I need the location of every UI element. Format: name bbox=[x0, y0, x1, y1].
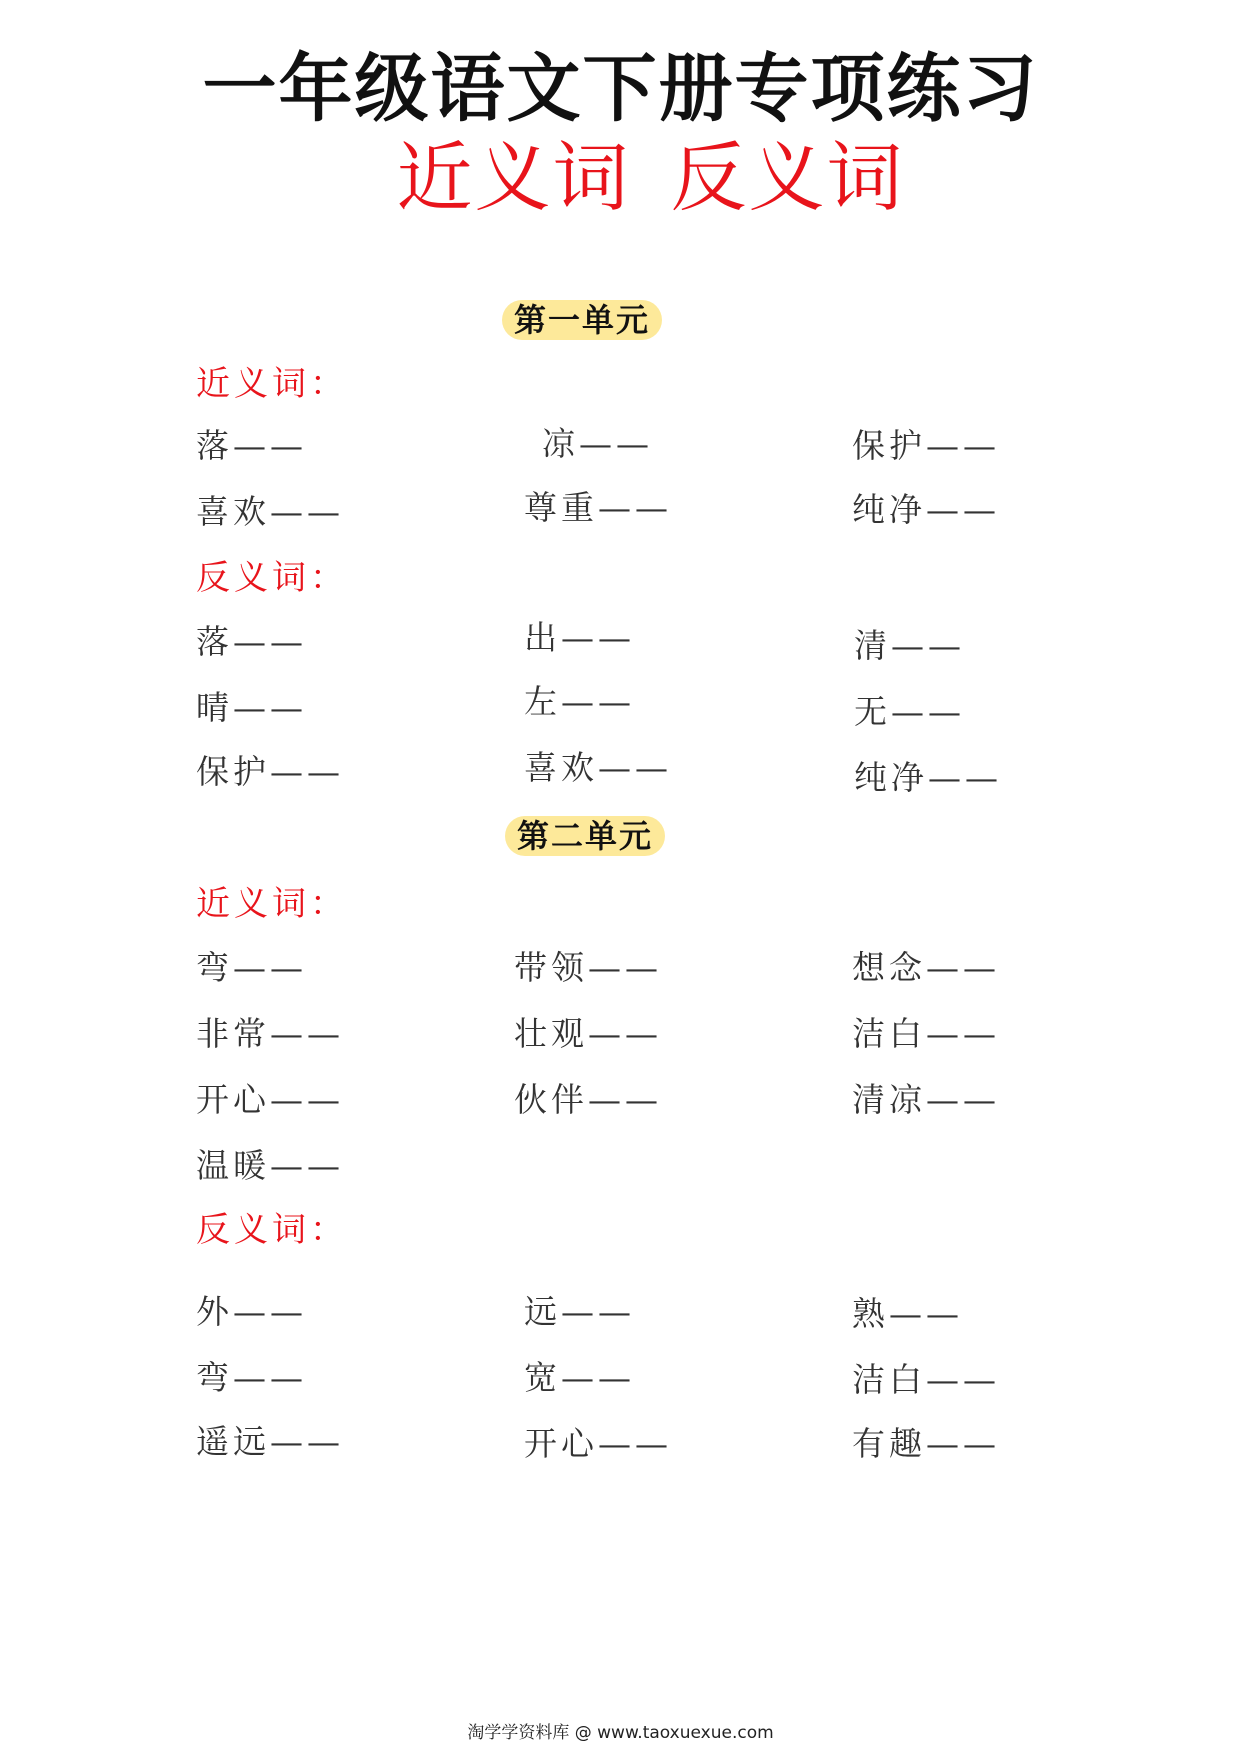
synonym-item: 保护—— bbox=[852, 426, 1000, 465]
antonym-item: 有趣—— bbox=[852, 1424, 1000, 1463]
antonym-label: 反义词： bbox=[196, 558, 348, 598]
synonym-item: 温暖—— bbox=[196, 1146, 344, 1185]
antonym-item: 出—— bbox=[524, 618, 635, 657]
antonym-item: 左—— bbox=[524, 682, 635, 721]
antonym-item: 外—— bbox=[196, 1292, 307, 1331]
antonym-item: 远—— bbox=[524, 1292, 635, 1331]
antonym-item: 洁白—— bbox=[852, 1360, 1000, 1399]
antonym-item: 晴—— bbox=[196, 688, 307, 727]
synonym-item: 纯净—— bbox=[852, 490, 1000, 529]
antonym-item: 保护—— bbox=[196, 752, 344, 791]
synonym-item: 壮观—— bbox=[514, 1014, 662, 1053]
antonym-item: 纯净—— bbox=[854, 758, 1002, 797]
antonym-item: 熟—— bbox=[852, 1294, 963, 1333]
synonym-label: 近义词： bbox=[196, 884, 348, 924]
unit-heading: 第二单元 bbox=[505, 816, 665, 856]
antonym-item: 遥远—— bbox=[196, 1422, 344, 1461]
synonym-item: 弯—— bbox=[196, 948, 307, 987]
synonym-label: 近义词： bbox=[196, 364, 348, 404]
footer-source: 淘学学资料库 @ www.taoxuexue.com bbox=[467, 1723, 774, 1743]
antonym-item: 清—— bbox=[854, 626, 965, 665]
page-title: 一年级语文下册专项练习 bbox=[202, 46, 1039, 132]
synonym-item: 清凉—— bbox=[852, 1080, 1000, 1119]
antonym-item: 无—— bbox=[854, 692, 965, 731]
synonym-item: 开心—— bbox=[196, 1080, 344, 1119]
synonym-item: 非常—— bbox=[196, 1014, 344, 1053]
subtitle-antonyms: 反义词 bbox=[670, 133, 905, 222]
antonym-label: 反义词： bbox=[196, 1210, 348, 1250]
synonym-item: 伙伴—— bbox=[514, 1080, 662, 1119]
unit-heading: 第一单元 bbox=[502, 300, 662, 340]
antonym-item: 宽—— bbox=[524, 1358, 635, 1397]
synonym-item: 带领—— bbox=[514, 948, 662, 987]
antonym-item: 弯—— bbox=[196, 1358, 307, 1397]
synonym-item: 尊重—— bbox=[524, 488, 672, 527]
page-subtitle bbox=[0, 133, 1241, 222]
antonym-item: 落—— bbox=[196, 622, 307, 661]
subtitle-synonyms: 近义词 bbox=[396, 133, 631, 222]
synonym-item: 喜欢—— bbox=[196, 492, 344, 531]
synonym-item: 落—— bbox=[196, 426, 307, 465]
synonym-item: 凉—— bbox=[542, 424, 653, 463]
antonym-item: 喜欢—— bbox=[524, 748, 672, 787]
synonym-item: 想念—— bbox=[852, 948, 1000, 987]
synonym-item: 洁白—— bbox=[852, 1014, 1000, 1053]
antonym-item: 开心—— bbox=[524, 1424, 672, 1463]
